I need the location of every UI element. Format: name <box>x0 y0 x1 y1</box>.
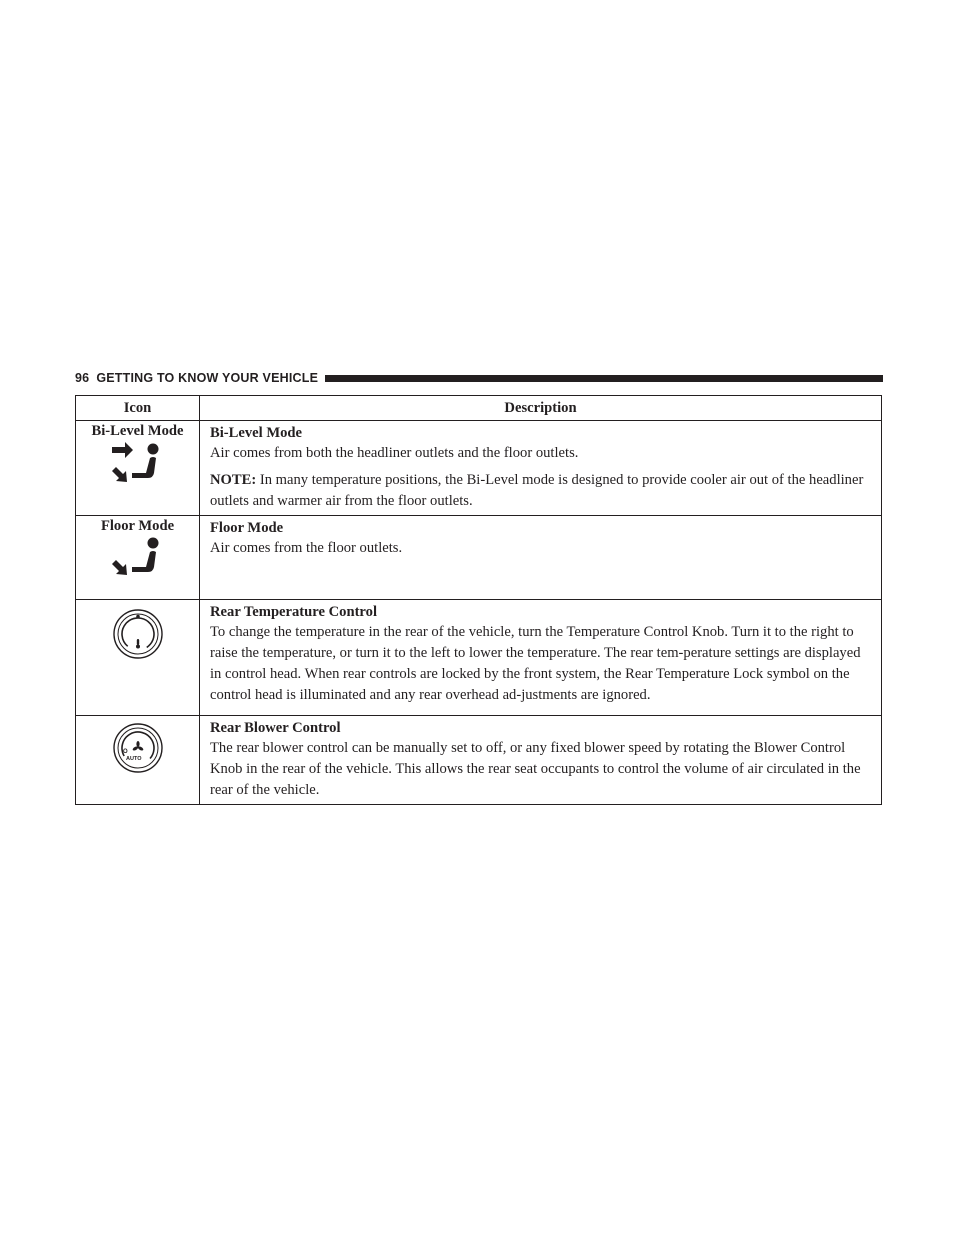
description-title: Floor Mode <box>210 520 284 536</box>
page-header <box>75 371 883 385</box>
description-body: The rear blower control can be manually set to off, or any fixed blower speed by rotating the Blower Control Knob in the rear of the vehicle. This allows the rear seat occupants to control the volume of air circulated in the rear of the vehicle. <box>210 740 861 798</box>
section-title: GETTING TO KNOW YOUR VEHICLE <box>96 371 319 385</box>
description-title: Rear Temperature Control <box>210 604 378 620</box>
table-header-row <box>76 396 882 421</box>
description-cell <box>200 716 882 805</box>
icon-cell <box>76 600 200 716</box>
description-body: Air comes from both the headliner outlets and the floor outlets. <box>210 445 579 461</box>
description-cell <box>200 600 882 716</box>
page-number: 96 <box>75 371 90 385</box>
table-row <box>76 516 882 600</box>
description-cell <box>200 516 882 600</box>
icon-cell <box>76 716 200 805</box>
icon-cell <box>76 421 200 516</box>
description-body: To change the temperature in the rear of the vehicle, turn the Temperature Control Knob. Turn it to the right to raise the temperature, or turn it to the left to lower the temperature. The rear tem-perature settings are displayed in control head. When rear controls are locked by the front system, the Rear Temperature Lock symbol on the control head is illuminated and any rear overhead ad-justments are ignored. <box>210 624 861 703</box>
description-body: Air comes from the floor outlets. <box>210 540 403 556</box>
header-rule <box>325 375 883 382</box>
table-row <box>76 600 882 716</box>
description-title: Bi-Level Mode <box>210 425 303 441</box>
icon-cell <box>76 516 200 600</box>
description-cell <box>200 421 882 516</box>
table-row <box>76 716 882 805</box>
rear-blower-knob-icon <box>112 722 164 774</box>
column-header-icon: Icon <box>76 396 200 421</box>
table-row <box>76 421 882 516</box>
rear-temperature-knob-icon <box>112 608 164 660</box>
note <box>210 470 875 512</box>
climate-controls-table <box>75 395 882 805</box>
column-header-description: Description <box>200 396 882 421</box>
floor-mode-icon <box>108 536 168 582</box>
knob-auto-label: AUTO <box>125 756 141 762</box>
description-title: Rear Blower Control <box>210 720 341 736</box>
knob-off-label: O <box>122 749 128 755</box>
note-label: NOTE: <box>210 472 257 488</box>
icon-label: Floor Mode <box>100 518 175 534</box>
bi-level-mode-icon <box>108 441 168 487</box>
note-text: In many temperature positions, the Bi-Level mode is designed to provide cooler air out of the headliner outlets and warmer air from the floor outlets. <box>210 472 864 509</box>
icon-label: Bi-Level Mode <box>91 423 184 439</box>
